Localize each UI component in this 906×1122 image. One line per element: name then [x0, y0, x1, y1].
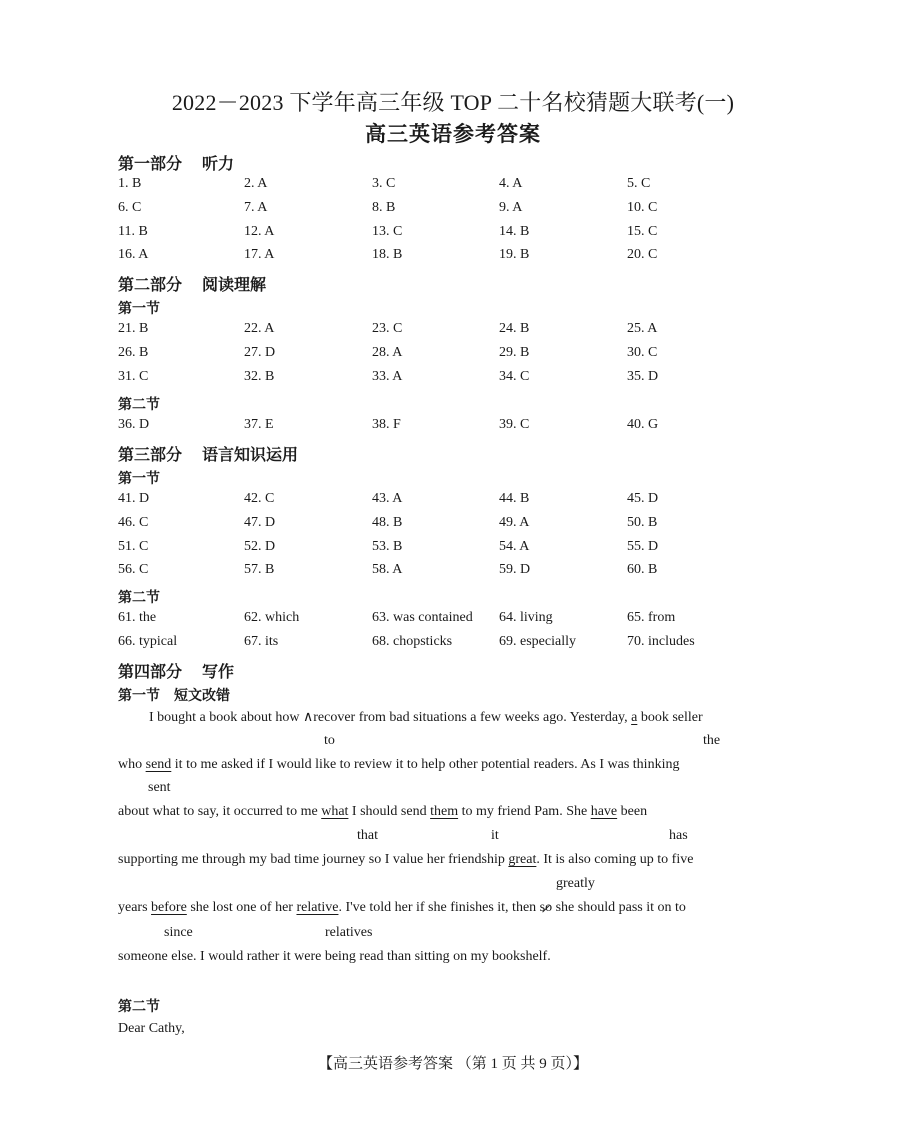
error-word: relative [296, 900, 339, 915]
answer-row [0, 321, 906, 341]
answer-21: 21. B [118, 321, 149, 336]
answer-2: 2. A [244, 176, 268, 191]
answer-65: 65. from [627, 610, 676, 625]
answer-24: 24. B [499, 321, 530, 336]
answer-49: 49. A [499, 515, 530, 530]
answer-6: 6. C [118, 200, 142, 215]
answer-28: 28. A [372, 345, 403, 360]
answer-5: 5. C [627, 176, 651, 191]
answer-3: 3. C [372, 176, 396, 191]
page-footer: 【高三英语参考答案 （第 1 页 共 9 页）】 [317, 1056, 588, 1072]
answer-25: 25. A [627, 321, 658, 336]
answer-row [0, 345, 906, 365]
answer-30: 30. C [627, 345, 658, 360]
answer-64: 64. living [499, 610, 553, 625]
part2-section1-heading: 第一节 [118, 301, 160, 317]
text: recover from bad situations a few weeks ago. Yesterday, [313, 710, 632, 725]
answer-7: 7. A [244, 200, 268, 215]
answer-50: 50. B [627, 515, 658, 530]
text: been [617, 804, 648, 819]
answer-9: 9. A [499, 200, 523, 215]
error-word: them [430, 804, 459, 819]
answer-53: 53. B [372, 539, 403, 554]
answer-55: 55. D [627, 539, 659, 554]
answer-51: 51. C [118, 539, 149, 554]
answer-54: 54. A [499, 539, 530, 554]
part3-name: 语言知识运用 [202, 445, 299, 464]
text: . I've told her if she finishes it, then [338, 900, 540, 915]
error-word: what [321, 804, 349, 819]
answer-62: 62. which [244, 610, 300, 625]
answer-20: 20. C [627, 247, 658, 262]
answer-42: 42. C [244, 491, 275, 506]
answer-33: 33. A [372, 369, 403, 384]
part1-title: 第一部分 [118, 154, 183, 173]
passage-line-3 [118, 804, 647, 820]
answer-38: 38. F [372, 417, 401, 432]
error-word: a [631, 710, 638, 725]
answer-35: 35. D [627, 369, 659, 384]
error-word: have [590, 804, 618, 819]
text: book seller [637, 710, 703, 725]
answer-row [0, 247, 906, 267]
answer-row [0, 224, 906, 244]
answer-row [0, 417, 906, 437]
passage-line-6: someone else. I would rather it were being read than sitting on my bookshelf. [118, 949, 551, 964]
answer-61: 61. the [118, 610, 157, 625]
answer-63: 63. was contained [372, 610, 473, 625]
answer-15: 15. C [627, 224, 658, 239]
part4-title: 第四部分 [118, 662, 183, 681]
correction-since: since [164, 925, 193, 940]
answer-row [0, 539, 906, 559]
answer-32: 32. B [244, 369, 275, 384]
answer-8: 8. B [372, 200, 396, 215]
answer-60: 60. B [627, 562, 658, 577]
part1-name: 听力 [202, 154, 235, 173]
text: . It is also coming up to five [536, 852, 694, 867]
error-word: great [508, 852, 537, 867]
answer-70: 70. includes [627, 634, 695, 649]
answer-40: 40. G [627, 417, 659, 432]
passage-line-2 [118, 757, 679, 773]
answer-69: 69. especially [499, 634, 576, 649]
answer-12: 12. A [244, 224, 275, 239]
part3-section2-heading: 第二节 [118, 590, 160, 606]
answer-36: 36. D [118, 417, 150, 432]
answer-46: 46. C [118, 515, 149, 530]
answer-19: 19. B [499, 247, 530, 262]
correction-that: that [357, 828, 378, 843]
part4-heading [118, 659, 234, 682]
insert-caret-icon: ∧ [302, 710, 314, 725]
answer-23: 23. C [372, 321, 403, 336]
answer-52: 52. D [244, 539, 276, 554]
answer-row [0, 369, 906, 389]
part3-title: 第三部分 [118, 445, 183, 464]
answer-48: 48. B [372, 515, 403, 530]
answer-44: 44. B [499, 491, 530, 506]
text: years [118, 900, 152, 915]
passage-line-4 [118, 852, 693, 868]
answer-row [0, 515, 906, 535]
text: supporting me through my bad time journey so I value her friendship [118, 852, 509, 867]
answer-10: 10. C [627, 200, 658, 215]
answer-row [0, 491, 906, 511]
part4-name: 写作 [202, 662, 235, 681]
part4-section1-name: 短文改错 [174, 688, 230, 704]
text: she lost one of her [186, 900, 297, 915]
text: it to me asked if I would like to review it to help other potential readers. As I was thinking [171, 757, 680, 772]
answer-27: 27. D [244, 345, 276, 360]
answer-1: 1. B [118, 176, 142, 191]
correction-relatives: relatives [325, 925, 373, 940]
answer-43: 43. A [372, 491, 403, 506]
answer-56: 56. C [118, 562, 149, 577]
error-word: before [151, 900, 187, 915]
answer-67: 67. its [244, 634, 279, 649]
text: who [118, 757, 146, 772]
answer-16: 16. A [118, 247, 149, 262]
text: to my friend Pam. She [458, 804, 591, 819]
document-subtitle: 高三英语参考答案 [365, 122, 541, 146]
text: she should pass it on to [552, 900, 686, 915]
answer-4: 4. A [499, 176, 523, 191]
answer-45: 45. D [627, 491, 659, 506]
correction-sent: sent [148, 780, 171, 795]
answer-26: 26. B [118, 345, 149, 360]
letter-salutation: Dear Cathy, [118, 1021, 185, 1036]
part3-heading [118, 442, 298, 465]
answer-13: 13. C [372, 224, 403, 239]
answer-58: 58. A [372, 562, 403, 577]
deleted-word: so [539, 900, 553, 915]
part4-section2-heading: 第二节 [118, 999, 160, 1015]
answer-59: 59. D [499, 562, 531, 577]
text: I bought a book about how [149, 710, 303, 725]
part4-section1-title: 第一节 [118, 688, 160, 704]
part3-section1-heading: 第一节 [118, 471, 160, 487]
answer-14: 14. B [499, 224, 530, 239]
answer-34: 34. C [499, 369, 530, 384]
passage-line-1 [149, 709, 703, 726]
document-title: 2022－2023 下学年高三年级 TOP 二十名校猜题大联考(一) [171, 90, 735, 115]
answer-row [0, 176, 906, 196]
answer-29: 29. B [499, 345, 530, 360]
answer-39: 39. C [499, 417, 530, 432]
part2-title: 第二部分 [118, 275, 183, 294]
part1-heading [118, 151, 234, 174]
answer-row [0, 562, 906, 582]
text: about what to say, it occurred to me [118, 804, 322, 819]
answer-41: 41. D [118, 491, 150, 506]
answer-row [0, 634, 906, 654]
answer-68: 68. chopsticks [372, 634, 453, 649]
correction-it: it [491, 828, 499, 843]
part2-heading [118, 272, 266, 295]
answer-row [0, 200, 906, 220]
answer-11: 11. B [118, 224, 148, 239]
answer-47: 47. D [244, 515, 276, 530]
part2-name: 阅读理解 [202, 275, 267, 294]
part4-section1-heading [118, 685, 230, 705]
answer-31: 31. C [118, 369, 149, 384]
answer-66: 66. typical [118, 634, 178, 649]
passage-line-5 [118, 900, 686, 916]
correction-has: has [669, 828, 688, 843]
part2-section2-heading: 第二节 [118, 397, 160, 413]
correction-to: to [324, 733, 335, 748]
correction-greatly: greatly [556, 876, 595, 891]
answer-57: 57. B [244, 562, 275, 577]
correction-the: the [703, 733, 721, 748]
answer-18: 18. B [372, 247, 403, 262]
text: I should send [348, 804, 431, 819]
answer-22: 22. A [244, 321, 275, 336]
error-word: send [145, 757, 172, 772]
answer-37: 37. E [244, 417, 274, 432]
answer-row [0, 610, 906, 630]
answer-17: 17. A [244, 247, 275, 262]
